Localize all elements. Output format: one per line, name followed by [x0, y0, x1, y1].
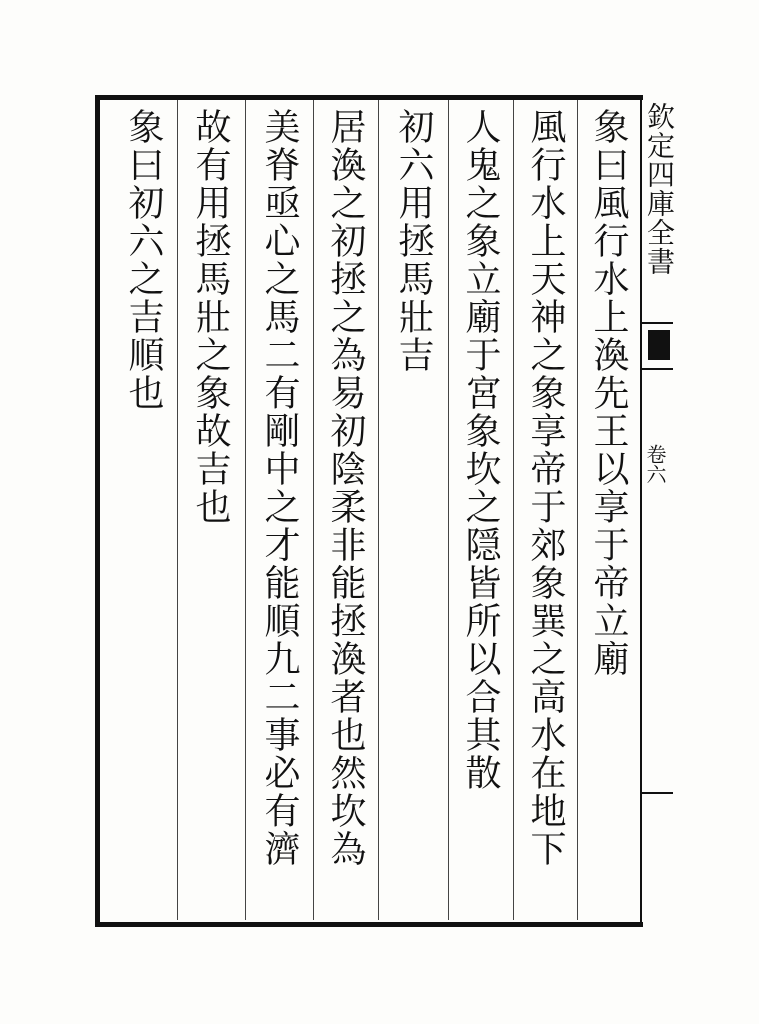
text-column-6: 美脊亟心之馬二有剛中之才能順九二事必有濟 [259, 108, 300, 868]
margin-rule [641, 322, 673, 324]
margin-title: 欽定四庫全書 [643, 102, 676, 276]
text-column-2: 風行水上天神之象享帝于郊象巽之高水在地下 [525, 108, 566, 868]
text-column-7: 故有用拯馬壯之象故吉也 [190, 108, 231, 526]
text-column-3: 人鬼之象立廟于宮象坎之隠皆所以合其散 [460, 108, 501, 792]
column-divider [378, 100, 379, 920]
margin-rule [641, 368, 673, 370]
text-column-4: 初六用拯馬壯吉 [393, 108, 434, 374]
text-column-8: 象曰初六之吉順也 [123, 108, 164, 412]
text-column-5: 居渙之初拯之為易初陰柔非能拯渙者也然坎為 [325, 108, 366, 868]
column-divider [448, 100, 449, 920]
column-divider [513, 100, 514, 920]
column-divider [577, 100, 578, 920]
column-divider [313, 100, 314, 920]
margin-rule [641, 792, 673, 794]
margin-juan-label: 卷六 [643, 444, 667, 484]
fishtail-mark [648, 330, 670, 360]
text-column-1: 象曰風行水上渙先王以享于帝立廟 [588, 108, 629, 678]
column-divider [245, 100, 246, 920]
column-divider [177, 100, 178, 920]
